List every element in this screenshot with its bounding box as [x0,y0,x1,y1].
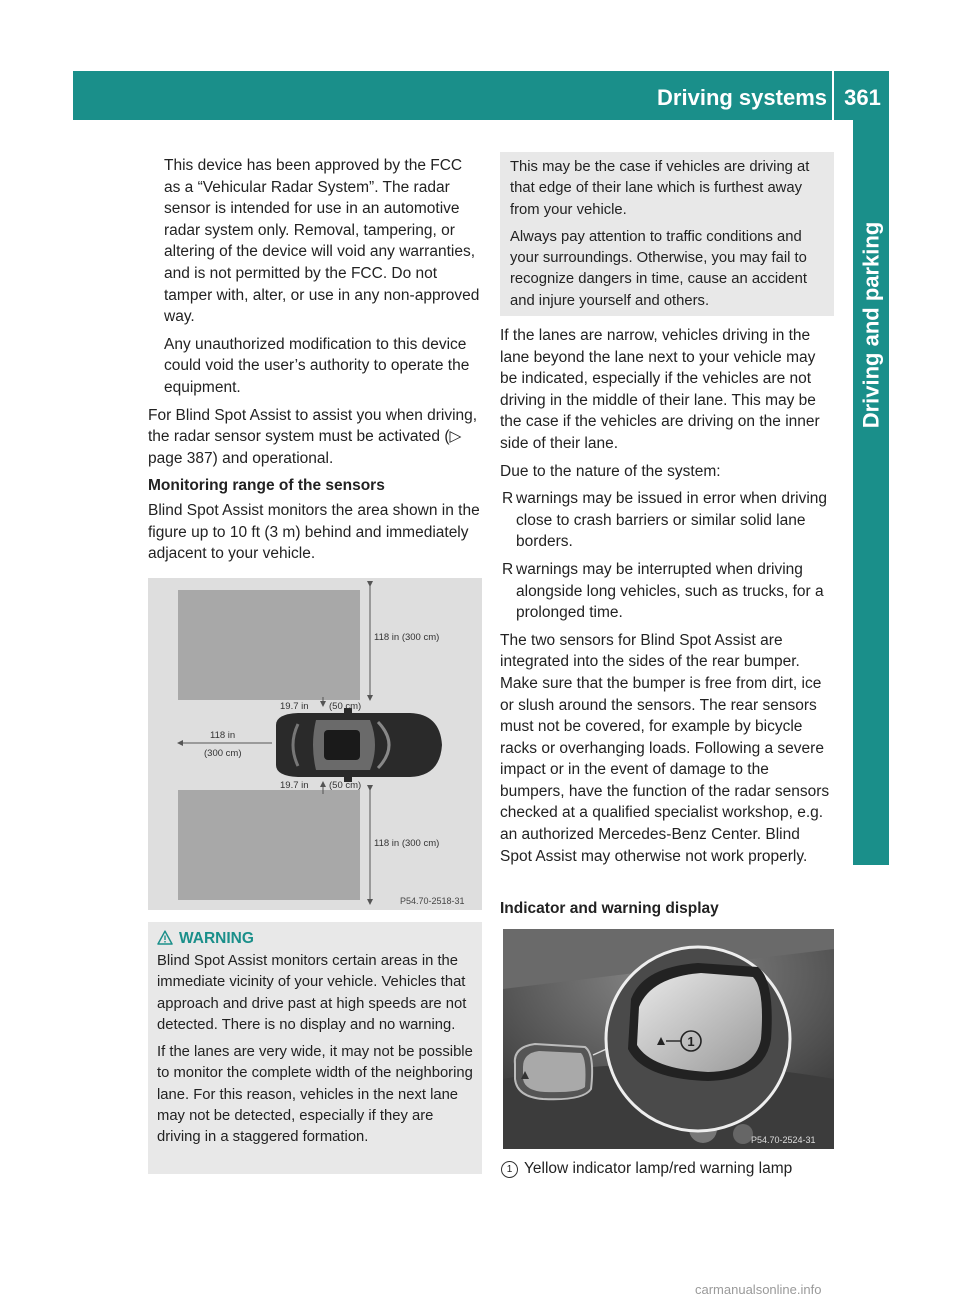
narrow-lanes-paragraph: If the lanes are narrow, vehicles driving in the lane beyond the lane next to your vehicle may be indicated, especially if the vehicles are not driving in the middle of their lane. This may be the case if the vehicles are driving on the inner side of their lane. [500,327,820,452]
legend-number-badge: 1 [501,1161,518,1178]
figure2-code: P54.70-2524-31 [751,1135,816,1145]
label-bottom-gap: 19.7 in [280,780,309,791]
label-top-gap: 19.7 in [280,701,309,712]
car-top-view [276,708,442,782]
sensor-range-diagram [148,578,482,910]
activation-paragraph: For Blind Spot Assist to assist you when driving, the radar sensor system must be activated (▷ page 387) and operational. [148,406,478,467]
note-paragraph-2: Always pay attention to traffic conditions and your surroundings. Otherwise, you may fail to recognize dangers in time, cause an accident and injure yourself and others. [510,228,807,309]
watermark: carmanualsonline.info [695,1282,822,1297]
header-divider [832,71,834,120]
callout-number: 1 [687,1034,695,1049]
label-bottom-length: 118 in (300 cm) [374,838,440,849]
chapter-side-tab-label-wrap [853,120,889,530]
chapter-side-tab-label: Driving and parking [858,221,883,429]
label-rear-cm: (300 cm) [204,748,242,759]
mirror-indicator-figure [503,929,834,1149]
label-bottom-gap-cm: (50 cm) [329,780,362,791]
note-paragraph-1: This may be the case if vehicles are driving at that edge of their lane which is furthest away from your vehicle. [510,159,810,218]
warning-triangle-icon [157,930,173,945]
detection-zone-left [178,590,360,700]
modification-paragraph: Any unauthorized modification to this device could void the user’s authority to operate the equipment. [164,335,470,396]
bullet-text: warnings may be issued in error when driving close to crash barriers or similar solid lane borders. [516,490,828,551]
figure1-code: P54.70-2518-31 [400,896,465,906]
label-top-gap-cm: (50 cm) [329,701,362,712]
page-number: 361 [844,85,881,110]
fcc-paragraph: This device has been approved by the FCC as a “Vehicular Radar System”. The radar sensor is intended for use in an automotive radar system only. Removal, tampering, or altering of the device will void any warranties, and is not permitted by the FCC. Do not tamper with, alter, or use in any non-approved way. [164,157,480,326]
warning-title: WARNING [179,930,254,947]
indicator-heading: Indicator and warning display [500,900,719,917]
note-box [500,152,834,316]
label-top-length: 118 in (300 cm) [374,632,440,643]
warning-paragraph-1: Blind Spot Assist monitors certain areas in the immediate vicinity of your vehicle. Vehicles that approach and drive past at high speeds are not detected. There is no display and no warning. [157,953,467,1033]
warning-title-row [157,926,474,951]
sensor-range-figure [148,578,482,910]
bullet-marker: R [502,490,514,508]
bullet-marker: R [502,560,514,578]
monitoring-heading: Monitoring range of the sensors [148,477,385,495]
mirror-photo [503,929,834,1149]
list-item [500,559,834,624]
right-column [500,325,834,873]
bullet-text: warnings may be interrupted when driving alongside long vehicles, such as trucks, for a prolonged time. [516,560,824,622]
nature-intro: Due to the nature of the system: [500,462,721,480]
sensors-paragraph: The two sensors for Blind Spot Assist are integrated into the sides of the rear bumper. Make sure that the bumper is free from dirt, ice or slush around the sensors. The rear sensors must not be covered, for example by bicycle racks or overhanging loads. Following a severe impact or in the event of damage to the bumpers, have the function of the radar sensors checked at a qualified specialist workshop, e.g. an authorized Mercedes-Benz Center. Blind Spot Assist may otherwise not work properly. [500,631,830,865]
warning-box [148,922,482,1174]
detection-zone-right [178,790,360,900]
figure-legend [500,1158,792,1179]
list-item [500,488,834,553]
section-title: Driving systems [657,85,827,110]
label-rear-in: 118 in [210,730,236,741]
left-column [148,155,482,571]
warning-paragraph-2: If the lanes are very wide, it may not be possible to monitor the complete width of the neighboring lane. For this reason, vehicles in the next lane may not be detected, especially if they are driving in a staggered formation. [157,1044,473,1146]
monitoring-paragraph: Blind Spot Assist monitors the area shown in the figure up to 10 ft (3 m) behind and immediately adjacent to your vehicle. [148,501,480,563]
legend-text: Yellow indicator lamp/red warning lamp [524,1160,793,1177]
